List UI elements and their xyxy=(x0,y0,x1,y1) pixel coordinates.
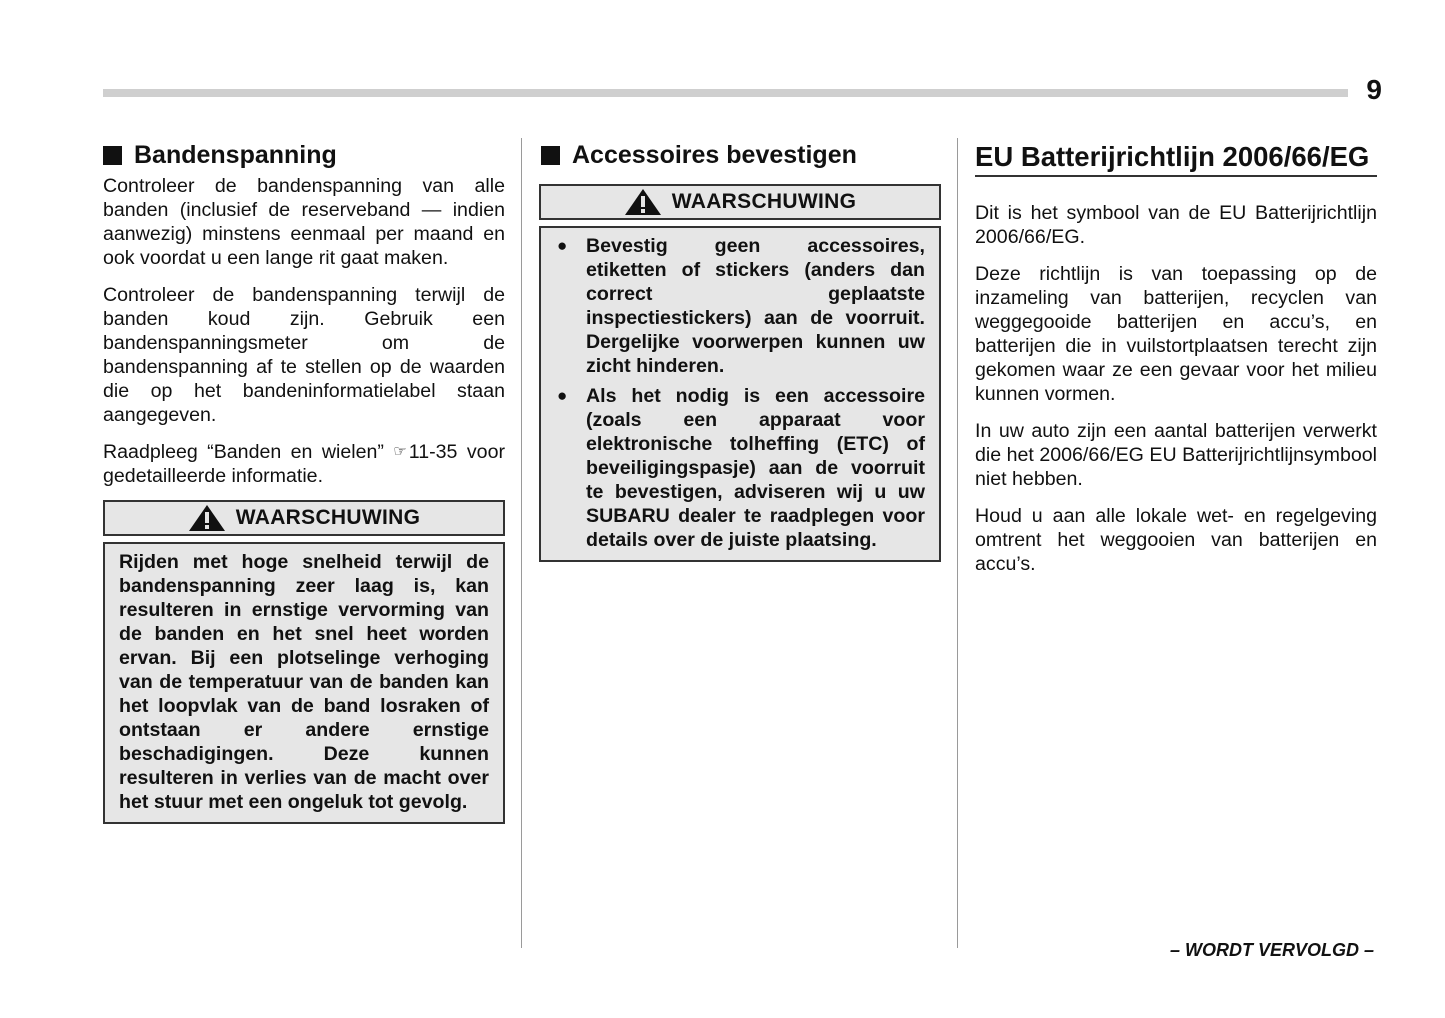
paragraph: Controleer de bandenspanning terwijl de banden koud zijn. Gebruik een bandenspanningsmeter om de bandenspanning af te stellen op de waarden die op het bandeninformatielabel staan aangegeven. xyxy=(103,284,505,426)
column-right xyxy=(975,138,1377,589)
warning-list xyxy=(555,234,925,552)
section-title: Accessoires bevestigen xyxy=(572,141,857,169)
title-underline xyxy=(975,175,1377,177)
page-number: 9 xyxy=(1366,74,1382,105)
warning-triangle-icon xyxy=(188,504,226,532)
section-title: EU Batterijrichtlijn 2006/66/EG xyxy=(975,141,1370,172)
list-item xyxy=(555,384,925,552)
page-reference-link[interactable]: 11-35 xyxy=(408,441,458,463)
paragraph: Houd u aan alle lokale wet- en regelgeving omtrent het weggooien van batterijen en accu’s. xyxy=(975,505,1377,575)
column-middle xyxy=(539,138,941,562)
heading-square-icon xyxy=(541,146,560,165)
heading-square-icon xyxy=(103,146,122,165)
warning-label: WAARSCHUWING xyxy=(235,506,421,529)
paragraph: Deze richtlijn is van toepassing op de inzameling van batterijen, recyclen van weggegooide batterijen en accu’s, en batterijen die in vuilstortplaatsen terecht zijn gekomen waar ze een gevaar voor het milieu kunnen vormen. xyxy=(975,263,1377,405)
reference-text: Raadpleeg “Banden en wielen” xyxy=(103,441,384,463)
warning-body xyxy=(539,226,941,562)
pointing-hand-icon: ☞ xyxy=(393,443,407,460)
list-item-text: Bevestig geen accessoires, etiketten of stickers (anders dan correct geplaatste inspectiestickers) aan de voorruit. Dergelijke voorwerpen kunnen uw zicht hinderen. xyxy=(586,235,925,377)
warning-header xyxy=(539,184,941,220)
header-rule xyxy=(103,89,1348,97)
list-item xyxy=(555,234,925,378)
column-divider-right xyxy=(957,138,958,948)
paragraph: Controleer de bandenspanning van alle banden (inclusief de reserveband — indien aanwezig) minstens eenmaal per maand en ook voordat u een lange rit gaat maken. xyxy=(103,175,505,269)
section-title: Bandenspanning xyxy=(134,141,337,169)
warning-body: Rijden met hoge snelheid terwijl de bandenspanning zeer laag is, kan resulteren in ernstige vervorming van de banden en het snel heet worden ervan. Bij een plotselinge verhoging van de temperatuur van de banden kan het loopvlak van de band losraken of ontstaan er andere ernstige beschadigingen. Deze kunnen resulteren in verlies van de macht over het stuur met een ongeluk tot gevolg. xyxy=(103,542,505,824)
column-left xyxy=(103,138,505,824)
warning-label: WAARSCHUWING xyxy=(671,190,857,213)
paragraph: In uw auto zijn een aantal batterijen verwerkt die het 2006/66/EG EU Batterijrichtlijnsymbool niet hebben. xyxy=(975,420,1377,490)
bullet-icon: ● xyxy=(557,236,568,255)
paragraph-reference xyxy=(103,440,505,488)
warning-header xyxy=(103,500,505,536)
paragraph: Dit is het symbool van de EU Batterijrichtlijn 2006/66/EG. xyxy=(975,202,1377,248)
warning-triangle-icon xyxy=(624,188,662,216)
column-divider-left xyxy=(521,138,522,948)
continued-label: – WORDT VERVOLGD – xyxy=(1169,940,1374,960)
reference-text-suffix: voor gedetailleerde informatie. xyxy=(103,441,505,487)
bullet-icon: ● xyxy=(557,386,568,405)
section-heading-bandenspanning xyxy=(103,138,505,172)
list-item-text: Als het nodig is een accessoire (zoals een apparaat voor elektronische tolheffing (ETC) of beveiligingspasje) aan de voorruit te bevestigen, adviseren wij u uw SUBARU dealer te raadplegen voor details over de juiste plaatsing. xyxy=(586,385,925,551)
section-heading-accessoires xyxy=(541,138,941,172)
